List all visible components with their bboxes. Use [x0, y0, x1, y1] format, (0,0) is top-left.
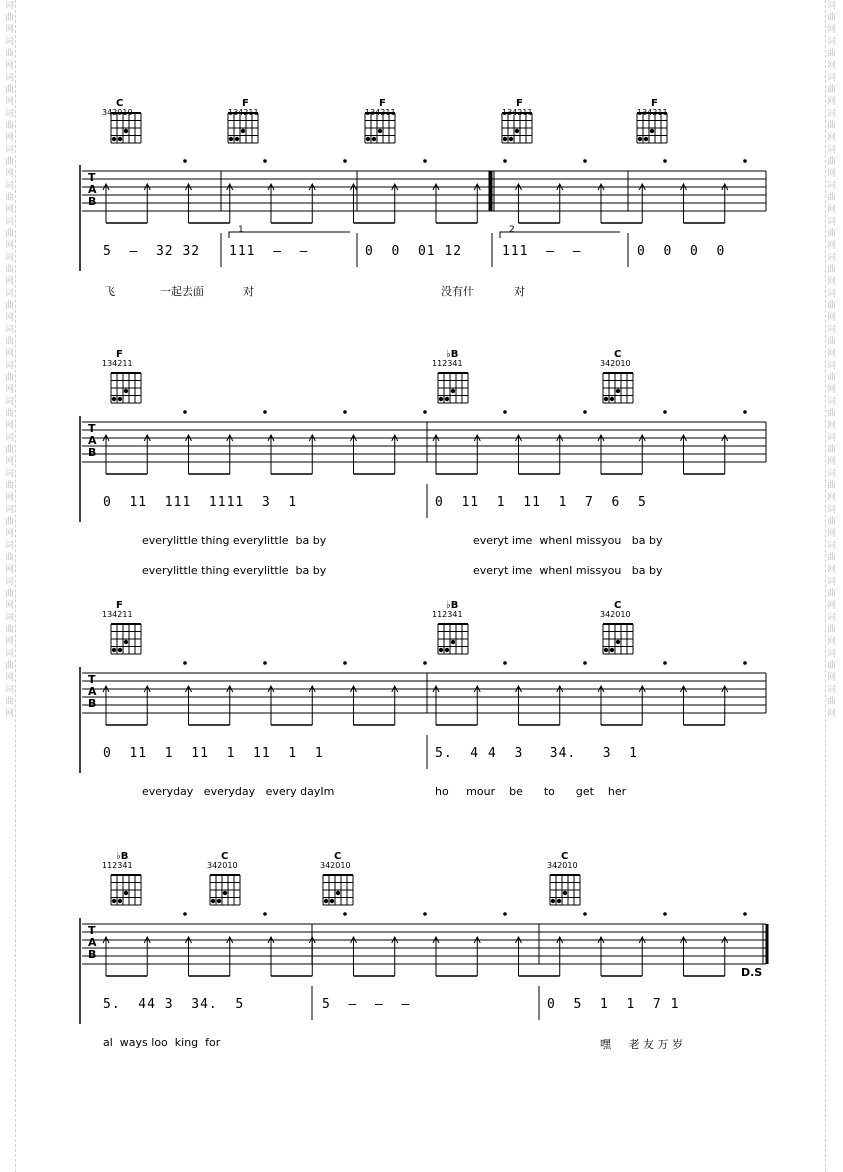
finger-dot	[118, 648, 122, 652]
finger-dot	[324, 899, 328, 903]
finger-dot	[515, 129, 519, 133]
accent-dot	[503, 912, 507, 916]
chord-diagram: C 342010	[102, 98, 133, 117]
finger-dot	[112, 899, 116, 903]
chord-diagram: F 134211	[502, 98, 533, 117]
finger-dot	[563, 891, 567, 895]
accent-dot	[583, 912, 587, 916]
lyric: 一起去面	[160, 285, 204, 298]
notation-measure: 0 11 111 1111 3 1	[103, 495, 298, 510]
accent-dot	[583, 410, 587, 414]
accent-dot	[503, 661, 507, 665]
accent-dot	[183, 159, 187, 163]
finger-dot	[124, 891, 128, 895]
finger-dot	[112, 648, 116, 652]
accent-dot	[343, 159, 347, 163]
finger-dot	[644, 137, 648, 141]
accent-dot	[743, 410, 747, 414]
accent-dot	[423, 912, 427, 916]
finger-dot	[211, 899, 215, 903]
accent-dot	[263, 912, 267, 916]
chord-diagram: F 134211	[365, 98, 396, 117]
chord-diagram: C 342010	[600, 349, 631, 368]
notation-measure: 5. 4 4 3 34. 3 1	[435, 746, 639, 761]
notation-measure: 0 0 0 0	[637, 244, 726, 259]
finger-dot	[235, 137, 239, 141]
notation-measure: 5. 44 3 34. 5	[103, 997, 245, 1012]
tab-clef: T A B	[88, 673, 97, 710]
finger-dot	[372, 137, 376, 141]
finger-dot	[223, 891, 227, 895]
accent-dot	[503, 410, 507, 414]
finger-dot	[217, 899, 221, 903]
accent-dot	[423, 661, 427, 665]
lyric: 嘿 老 友 万 岁	[600, 1038, 683, 1051]
finger-dot	[445, 648, 449, 652]
chord-diagram: C 342010	[207, 851, 238, 870]
chord-diagram: F 134211	[228, 98, 259, 117]
accent-dot	[583, 159, 587, 163]
lyric: 没有什	[441, 285, 474, 298]
finger-dot	[124, 129, 128, 133]
accent-dot	[423, 159, 427, 163]
ending-bracket	[229, 232, 350, 238]
finger-dot	[616, 389, 620, 393]
lyric: everyt ime whenI missyou ba by	[473, 534, 663, 547]
lyric: al ways loo king for	[103, 1036, 221, 1049]
chord-diagram: ♭B 112341	[432, 600, 463, 619]
accent-dot	[583, 661, 587, 665]
lyric: everyday everyday every dayIm	[142, 785, 335, 798]
finger-dot	[451, 389, 455, 393]
lyric: everylittle thing everylittle ba by	[142, 534, 327, 547]
accent-dot	[743, 661, 747, 665]
finger-dot	[112, 397, 116, 401]
chord-diagram: ♭B 112341	[102, 851, 133, 870]
finger-dot	[366, 137, 370, 141]
watermark-left: 词曲网词曲网词曲网词曲网词曲网词曲网词曲网词曲网词曲网词曲网词曲网词曲网词曲网词曲网词曲网词曲网词曲网词曲网词曲网词曲网	[4, 0, 16, 1172]
lyric: everyt ime whenI missyou ba by	[473, 564, 663, 577]
notation-measure: 0 5 1 1 7 1	[547, 997, 680, 1012]
notation-measure: 111 – –	[502, 244, 582, 259]
accent-dot	[263, 410, 267, 414]
lyric: 对	[243, 285, 254, 298]
ending-number: 2	[509, 225, 515, 235]
lyric: 对	[514, 285, 525, 298]
finger-dot	[112, 137, 116, 141]
accent-dot	[663, 912, 667, 916]
notation-measure: 5 – – –	[322, 997, 411, 1012]
chord-diagram: F 134211	[102, 349, 133, 368]
accent-dot	[343, 661, 347, 665]
finger-dot	[241, 129, 245, 133]
finger-dot	[229, 137, 233, 141]
notation-measure: 111 – –	[229, 244, 309, 259]
ending-bracket	[500, 232, 620, 238]
finger-dot	[118, 397, 122, 401]
accent-dot	[423, 410, 427, 414]
finger-dot	[118, 899, 122, 903]
accent-dot	[343, 410, 347, 414]
notation-measure: 0 0 01 12	[365, 244, 463, 259]
accent-dot	[263, 661, 267, 665]
finger-dot	[650, 129, 654, 133]
accent-dot	[183, 410, 187, 414]
accent-dot	[743, 912, 747, 916]
accent-dot	[183, 661, 187, 665]
chord-diagram: ♭B 112341	[432, 349, 463, 368]
ending-number: 1	[238, 225, 244, 235]
chord-diagram: C 342010	[547, 851, 578, 870]
finger-dot	[638, 137, 642, 141]
accent-dot	[183, 912, 187, 916]
lyric: 飞	[104, 285, 115, 298]
finger-dot	[124, 389, 128, 393]
chord-diagram: F 134211	[102, 600, 133, 619]
finger-dot	[118, 137, 122, 141]
accent-dot	[263, 159, 267, 163]
finger-dot	[616, 640, 620, 644]
accent-dot	[503, 159, 507, 163]
finger-dot	[124, 640, 128, 644]
accent-dot	[343, 912, 347, 916]
finger-dot	[509, 137, 513, 141]
chord-diagram: C 342010	[320, 851, 351, 870]
tab-clef: T A B	[88, 924, 97, 961]
notation-measure: 0 11 1 11 1 7 6 5	[435, 495, 647, 510]
finger-dot	[378, 129, 382, 133]
finger-dot	[445, 397, 449, 401]
accent-dot	[663, 661, 667, 665]
finger-dot	[610, 648, 614, 652]
finger-dot	[439, 648, 443, 652]
finger-dot	[610, 397, 614, 401]
finger-dot	[451, 640, 455, 644]
finger-dot	[604, 648, 608, 652]
notation-measure: 5 – 32 32	[103, 244, 201, 259]
accent-dot	[663, 410, 667, 414]
finger-dot	[604, 397, 608, 401]
finger-dot	[336, 891, 340, 895]
chord-diagram: F 134211	[637, 98, 668, 117]
watermark-right: 词曲网词曲网词曲网词曲网词曲网词曲网词曲网词曲网词曲网词曲网词曲网词曲网词曲网词曲网词曲网词曲网词曲网词曲网词曲网词曲网	[825, 0, 837, 1172]
finger-dot	[503, 137, 507, 141]
tab-clef: T A B	[88, 422, 97, 459]
accent-dot	[743, 159, 747, 163]
dal-segno-mark: D.S	[741, 966, 763, 979]
tab-clef: T A B	[88, 171, 97, 208]
finger-dot	[330, 899, 334, 903]
chord-diagram: C 342010	[600, 600, 631, 619]
accent-dot	[663, 159, 667, 163]
finger-dot	[557, 899, 561, 903]
notation-measure: 0 11 1 11 1 11 1 1	[103, 746, 324, 761]
finger-dot	[551, 899, 555, 903]
finger-dot	[439, 397, 443, 401]
lyric: everylittle thing everylittle ba by	[142, 564, 327, 577]
lyric: ho mour be to get her	[435, 785, 627, 798]
